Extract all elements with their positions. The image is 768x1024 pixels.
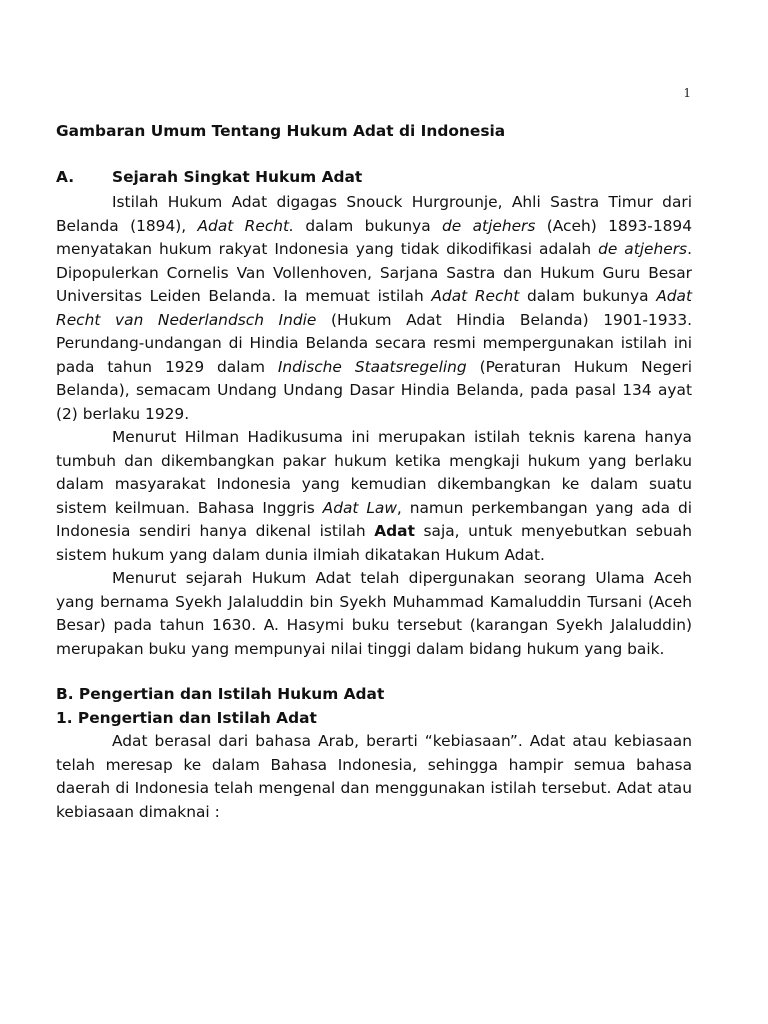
- italic-term: Adat Law: [322, 498, 397, 517]
- text-run: . Dipopulerkan Cornelis Van Vollenhoven, Sarjana Sastra dan Hukum Guru Besar Universitas Leiden Belanda. Ia memuat istilah: [56, 240, 692, 305]
- text-run: Menurut sejarah Hukum Adat telah dipergunakan seorang Ulama Aceh yang bernama Syekh Jalaluddin bin Syekh Muhammad Kamaluddin Tursani (Aceh Besar) pada tahun 1630. A. Hasymi buku tersebut (karangan Syekh Jalaluddin) merupakan buku yang mempunyai nilai tinggi dalam bidang hukum yang baik.: [56, 569, 692, 658]
- italic-term: de atjehers: [598, 240, 688, 258]
- text-run: saja, untuk menyebutkan sebuah sistem hukum yang dalam dunia ilmiah dikatakan Hukum Adat.: [56, 522, 692, 564]
- paragraph: [56, 730, 692, 824]
- document-body: [56, 120, 692, 824]
- italic-term: Indische Staatsregeling: [277, 357, 467, 376]
- text-run: Menurut Hilman Hadikusuma ini merupakan istilah teknis karena hanya tumbuh dan dikembangkan pakar hukum ketika mengkaji hukum yang berlaku dalam masyarakat Indonesia yang kemudian dikembangkan ke dalam suatu sistem keilmuan. Bahasa Inggris: [56, 428, 692, 517]
- paragraph: [56, 567, 692, 661]
- text-run: Adat berasal dari bahasa Arab, berarti “kebiasaan”. Adat atau kebiasaan telah meresap ke dalam Bahasa Indonesia, sehingga hampir semua bahasa daerah di Indonesia telah mengenal dan menggunakan istilah tersebut. Adat atau kebiasaan dimaknai :: [56, 732, 692, 821]
- italic-term: Adat Recht.: [197, 216, 294, 235]
- text-run: (Aceh) 1893-1894 menyatakan hukum rakyat Indonesia yang tidak dikodifikasi adalah: [56, 216, 692, 258]
- page-number: 1: [683, 86, 691, 100]
- text-run: (Peraturan Hukum Negeri Belanda), semacam Undang Undang Dasar Hindia Belanda, pada pasal 134 ayat (2) berlaku 1929.: [56, 357, 693, 423]
- text-run: Istilah Hukum Adat digagas Snouck Hurgrounje, Ahli Sastra Timur dari Belanda (1894),: [56, 193, 692, 235]
- paragraph: [56, 191, 692, 426]
- subsection-1-heading: 1. Pengertian dan Istilah Adat: [56, 708, 317, 727]
- document-title: Gambaran Umum Tentang Hukum Adat di Indonesia: [56, 122, 506, 140]
- bold-term: Adat: [374, 522, 415, 540]
- section-a-heading: [56, 166, 692, 190]
- section-a-number: A.: [56, 167, 75, 186]
- italic-term: Adat Recht: [431, 287, 520, 305]
- text-run: (Hukum Adat Hindia Belanda) 1901-1933. Perundang-undangan di Hindia Belanda secara resmi mempergunakan istilah ini pada tahun 1929 dalam: [56, 310, 692, 376]
- text-run: , namun perkembangan yang ada di Indonesia sendiri hanya dikenal istilah: [56, 498, 692, 540]
- text-run: dalam bukunya: [519, 287, 657, 305]
- paragraph: [56, 426, 692, 567]
- italic-term: Adat Recht van Nederlandsch Indie: [56, 287, 692, 329]
- italic-term: de atjehers: [442, 216, 536, 235]
- section-b-heading: B. Pengertian dan Istilah Hukum Adat: [56, 685, 385, 703]
- section-a-title: Sejarah Singkat Hukum Adat: [112, 167, 363, 186]
- text-run: dalam bukunya: [293, 216, 442, 235]
